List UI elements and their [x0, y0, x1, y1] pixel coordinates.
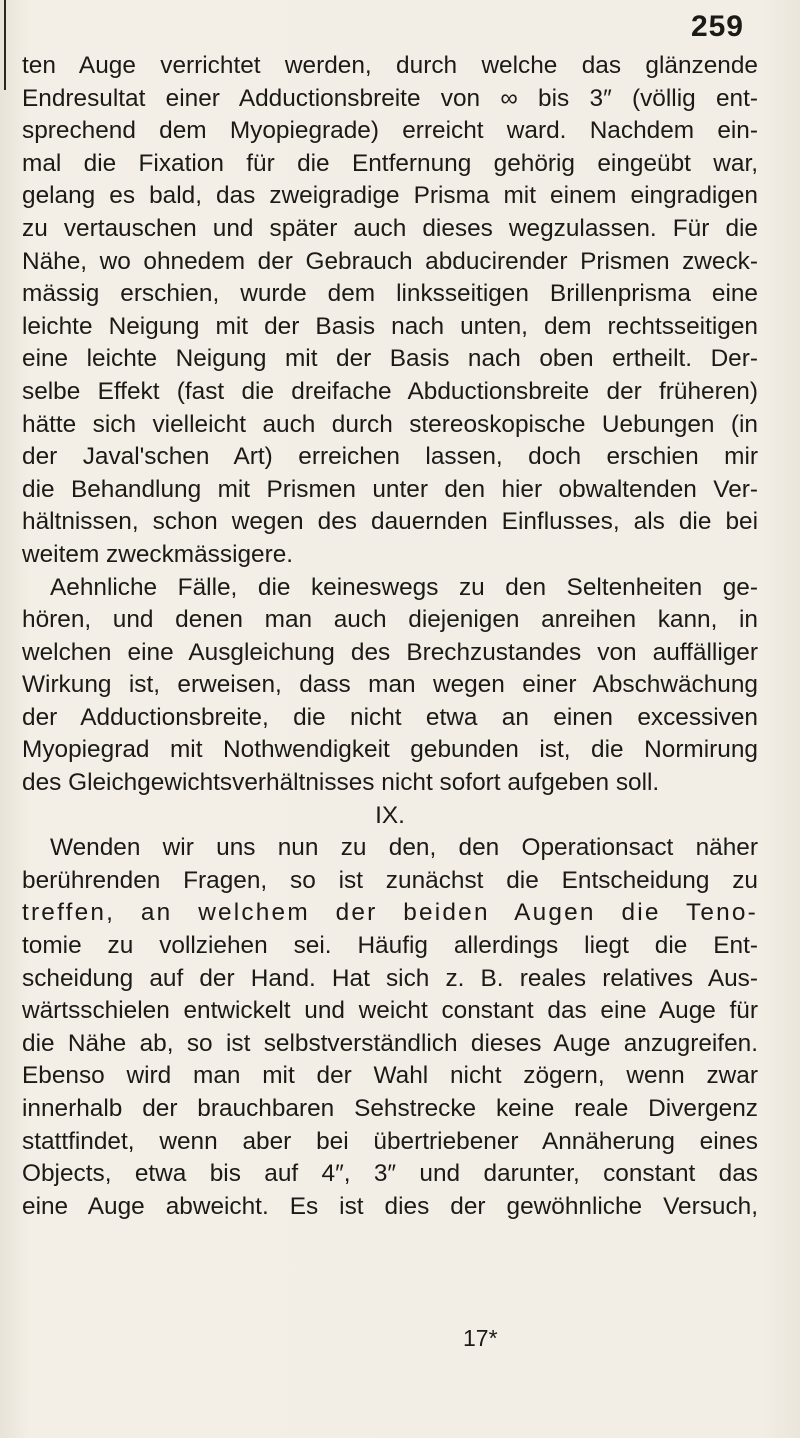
text-line: eine leichte Neigung mit der Basis nach oben ertheilt. Der- — [22, 345, 758, 373]
text-line: die Nähe ab, so ist selbstverständlich dieses Auge anzugreifen. — [22, 1029, 758, 1057]
text-line: hältnissen, schon wegen des dauernden Einflusses, als die bei — [22, 508, 758, 536]
text-line: des Gleichgewichtsverhältnisses nicht sofort aufgeben soll. — [22, 769, 660, 797]
text-line: Nähe, wo ohnedem der Gebrauch abducirender Prismen zweck- — [22, 247, 758, 275]
paragraph-start-line: Wenden wir uns nun zu den, den Operationsact näher — [50, 834, 758, 862]
text-line: Endresultat einer Adductionsbreite von ∞ bis 3″ (völlig ent- — [22, 84, 758, 112]
text-line: scheidung auf der Hand. Hat sich z. B. reales relatives Aus- — [22, 964, 758, 992]
text-line: welchen eine Ausgleichung des Brechzustandes von auffälliger — [22, 638, 758, 666]
text-line: treffen, an welchem der beiden Augen die Teno- — [22, 899, 758, 927]
text-line: Wirkung ist, erweisen, dass man wegen einer Abschwächung — [22, 671, 758, 699]
text-line: Objects, etwa bis auf 4″, 3″ und darunter, constant das — [22, 1160, 758, 1188]
text-line: mal die Fixation für die Entfernung gehörig eingeübt war, — [22, 149, 758, 177]
text-line: stattfindet, wenn aber bei übertriebener Annäherung eines — [22, 1127, 758, 1155]
text-line: zu vertauschen und später auch dieses wegzulassen. Für die — [22, 214, 758, 242]
text-line: Myopiegrad mit Nothwendigkeit gebunden ist, die Normirung — [22, 736, 758, 764]
page-number: 259 — [690, 10, 744, 43]
text-line: berührenden Fragen, so ist zunächst die Entscheidung zu — [22, 866, 758, 894]
text-line: mässig erschien, wurde dem linksseitigen Brillenprisma eine — [22, 280, 758, 308]
text-line: sprechend dem Myopiegrade) erreicht ward. Nachdem ein- — [22, 117, 758, 145]
signature-mark: 17* — [463, 1325, 498, 1351]
text-line: Ebenso wird man mit der Wahl nicht zögern, wenn zwar — [22, 1062, 758, 1090]
text-line: der Adductionsbreite, die nicht etwa an einen excessiven — [22, 703, 758, 731]
text-line: leichte Neigung mit der Basis nach unten, dem rechtsseitigen — [22, 312, 758, 340]
text-line: selbe Effekt (fast die dreifache Abductionsbreite der früheren) — [22, 377, 758, 405]
text-line: hören, und denen man auch diejenigen anreihen kann, in — [22, 606, 758, 634]
section-heading: IX. — [375, 801, 405, 829]
text-line: eine Auge abweicht. Es ist dies der gewöhnliche Versuch, — [22, 1192, 758, 1220]
text-line: gelang es bald, das zweigradige Prisma mit einem eingradigen — [22, 182, 758, 210]
text-line: der Javal'schen Art) erreichen lassen, doch erschien mir — [22, 443, 758, 471]
text-line: hätte sich vielleicht auch durch stereoskopische Uebungen (in — [22, 410, 758, 438]
text-line: wärtsschielen entwickelt und weicht constant das eine Auge für — [22, 997, 758, 1025]
text-line: weitem zweckmässigere. — [22, 540, 294, 568]
text-line: ten Auge verrichtet werden, durch welche das glänzende — [22, 52, 758, 79]
text-line: die Behandlung mit Prismen unter den hier obwaltenden Ver- — [22, 475, 758, 503]
paragraph-start-line: Aehnliche Fälle, die keineswegs zu den Seltenheiten ge- — [50, 573, 758, 601]
body-text — [22, 50, 758, 1223]
text-line: innerhalb der brauchbaren Sehstrecke keine reale Divergenz — [22, 1095, 758, 1122]
text-line: tomie zu vollziehen sei. Häufig allerdings liegt die Ent- — [22, 932, 758, 960]
page-edge-mark — [4, 0, 6, 90]
